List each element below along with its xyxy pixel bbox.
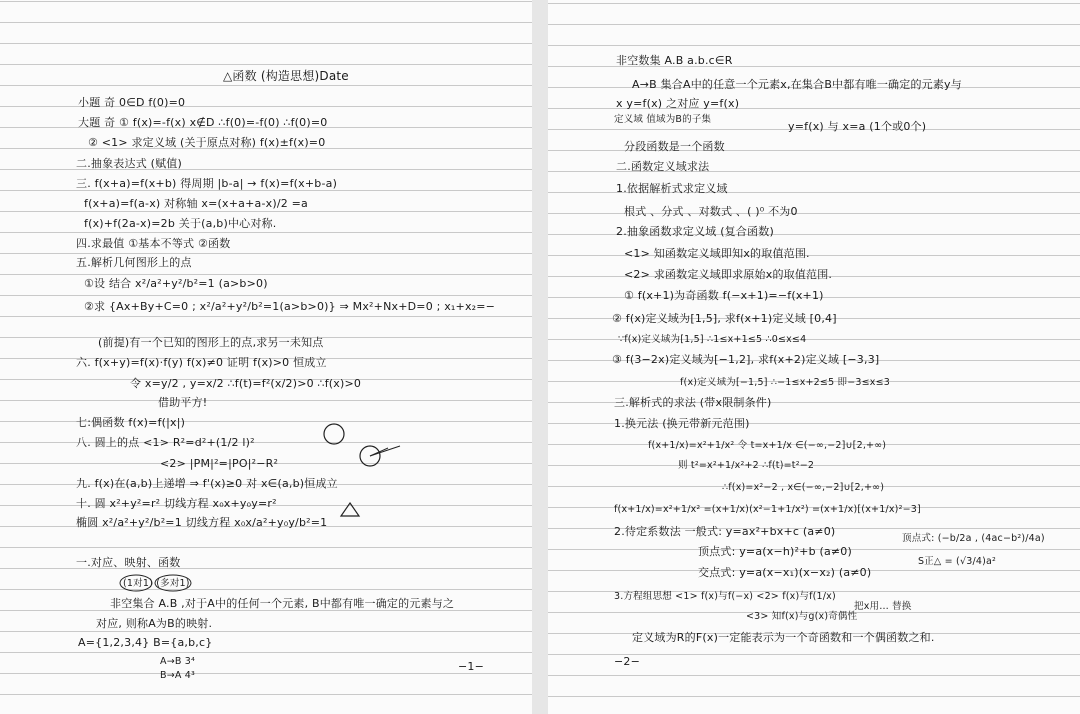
note-line: 把x用… 替换 (854, 601, 912, 612)
section-heading: 2.抽象函数求定义域 (复合函数) (616, 225, 774, 238)
note-line: ① f(x+1)为奇函数 f(−x+1)=−f(x+1) (624, 289, 824, 302)
note-line: 非空集合 A.B ,对于A中的任何一个元素, B中都有唯一确定的元素与之 (110, 597, 455, 610)
note-line: <1> 知函数定义域即知x的取值范围. (624, 247, 810, 260)
section-heading: 2.待定系数法 一般式: y=ax²+bx+c (a≠0) (614, 525, 836, 538)
note-line: A→B 集合A中的任意一个元素x,在集合B中都有唯一确定的元素y与 (632, 78, 962, 91)
section-heading: 1.依据解析式求定义域 (616, 182, 728, 195)
note-line: 交点式: y=a(x−x₁)(x−x₂) (a≠0) (698, 566, 872, 579)
note-line: ② f(x)定义域为[1,5], 求f(x+1)定义域 [0,4] (612, 312, 837, 325)
note-line: x y=f(x) 之对应 y=f(x) (616, 97, 740, 110)
note-line: ①设 结合 x²/a²+y²/b²=1 (a>b>0) (84, 277, 268, 290)
note-line: f(x)定义域为[−1,5] ∴−1≤x+2≤5 即−3≤x≤3 (680, 377, 891, 388)
section-heading: 七:偶函数 f(x)=f(|x|) (76, 416, 186, 429)
note-line: ③ f(3−2x)定义域为[−1,2], 求f(x+2)定义域 [−3,3] (612, 353, 880, 366)
note-line: B→A 4³ (160, 670, 196, 681)
note-line: f(x)+f(2a-x)=2b 关于(a,b)中心对称. (84, 217, 277, 230)
note-line: S正△ = (√3/4)a² (918, 556, 997, 567)
note-line: 顶点式: y=a(x−h)²+b (a≠0) (698, 545, 852, 558)
note-line: 令 x=y/2 , y=x/2 ∴f(t)=f²(x/2)>0 ∴f(x)>0 (130, 377, 362, 390)
note-line: f(x+a)=f(a-x) 对称轴 x=(x+a+a-x)/2 =a (84, 197, 308, 210)
circle-sketch (310, 420, 410, 470)
note-line: <2> 求函数定义域即求原始x的取值范围. (624, 268, 833, 281)
note-line: (1对1) (多对1) (123, 578, 190, 589)
section-heading: 3.方程组思想 <1> f(x)与f(−x) <2> f(x)与f(1/x) (614, 591, 836, 602)
bracket-sketch (118, 573, 198, 593)
note-line: ② <1> 求定义域 (关于原点对称) f(x)±f(x)=0 (88, 136, 326, 149)
note-line: 定义域为R的F(x)一定能表示为一个奇函数和一个偶函数之和. (632, 631, 935, 644)
section-heading: 六. f(x+y)=f(x)·f(y) f(x)≠0 证明 f(x)>0 恒成立 (76, 356, 327, 369)
note-line: 则 t²=x²+1/x²+2 ∴f(t)=t²−2 (678, 460, 815, 471)
notebook-page-1 (0, 0, 532, 714)
page-title: △函数 (构造思想)Date (223, 69, 349, 83)
section-heading: 四.求最值 ①基本不等式 ②函数 (76, 237, 231, 250)
section-heading: 三.解析式的求法 (带x限制条件) (614, 396, 772, 409)
note-line: y=f(x) 与 x=a (1个或0个) (788, 120, 927, 133)
notebook-page-2 (548, 0, 1080, 714)
note-line: 顶点式: (−b/2a , (4ac−b²)/4a) (902, 533, 1045, 544)
note-line: 根式 、分式 、对数式 、( )⁰ 不为0 (624, 205, 798, 218)
note-line: 大题 奇 ① f(x)=-f(x) x∉D ∴f(0)=-f(0) ∴f(0)=0 (78, 116, 328, 129)
note-line: 小题 奇 0∈D f(0)=0 (78, 96, 186, 109)
note-line: 定义域 值域为B的子集 (614, 114, 712, 125)
page-gutter (532, 0, 548, 714)
section-heading: 十. 圆 x²+y²=r² 切线方程 x₀x+y₀y=r² (76, 497, 277, 510)
note-line: <2> |PM|²=|PO|²−R² (160, 457, 279, 470)
page-number: −1− (458, 660, 485, 673)
note-line: f(x+1/x)=x²+1/x² =(x+1/x)(x²−1+1/x²) =(x+1/x)[(x+1/x)²−3] (614, 504, 921, 515)
note-line: 椭圆 x²/a²+y²/b²=1 切线方程 x₀x/a²+y₀y/b²=1 (76, 516, 328, 529)
section-heading: 二.函数定义域求法 (616, 160, 710, 173)
section-heading: 五.解析几何图形上的点 (76, 256, 192, 269)
note-line: A={1,2,3,4} B={a,b,c} (78, 636, 213, 649)
note-line: <3> 知f(x)与g(x)奇偶性 (746, 611, 858, 622)
section-heading: 二.抽象表达式 (赋值) (76, 157, 182, 170)
note-line: 三. f(x+a)=f(x+b) 得周期 |b-a| → f(x)=f(x+b-a) (76, 177, 338, 190)
section-heading: 一.对应、映射、函数 (76, 556, 181, 569)
section-heading: 1.换元法 (换元带新元范围) (614, 417, 750, 430)
section-heading: 九. f(x)在(a,b)上递增 ⇒ f'(x)≥0 对 x∈(a,b)恒成立 (76, 477, 338, 490)
note-line: f(x+1/x)=x²+1/x² 令 t=x+1/x ∈(−∞,−2]∪[2,+∞) (648, 440, 887, 451)
page-number: −2− (614, 655, 641, 668)
note-line: ∴f(x)=x²−2 , x∈(−∞,−2]∪[2,+∞) (722, 482, 885, 493)
note-line: (前提)有一个已知的图形上的点,求另一未知点 (98, 336, 324, 349)
note-line: 非空数集 A.B a.b.c∈R (616, 54, 733, 67)
section-heading: 八. 圆上的点 <1> R²=d²+(1/2 l)² (76, 436, 255, 449)
note-line: ∵f(x)定义域为[1,5] ∴1≤x+1≤5 ∴0≤x≤4 (618, 334, 807, 345)
note-line: A→B 3⁴ (160, 656, 196, 667)
note-line: ②求 {Ax+By+C=0 ; x²/a²+y²/b²=1(a>b>0)} ⇒ Mx²+Nx+D=0 ; x₁+x₂=− (84, 300, 496, 313)
triangle-sketch (338, 500, 362, 520)
note-line: 分段函数是一个函数 (624, 140, 725, 153)
note-line: 借助平方! (158, 396, 208, 409)
note-line: 对应, 则称A为B的映射. (96, 617, 213, 630)
